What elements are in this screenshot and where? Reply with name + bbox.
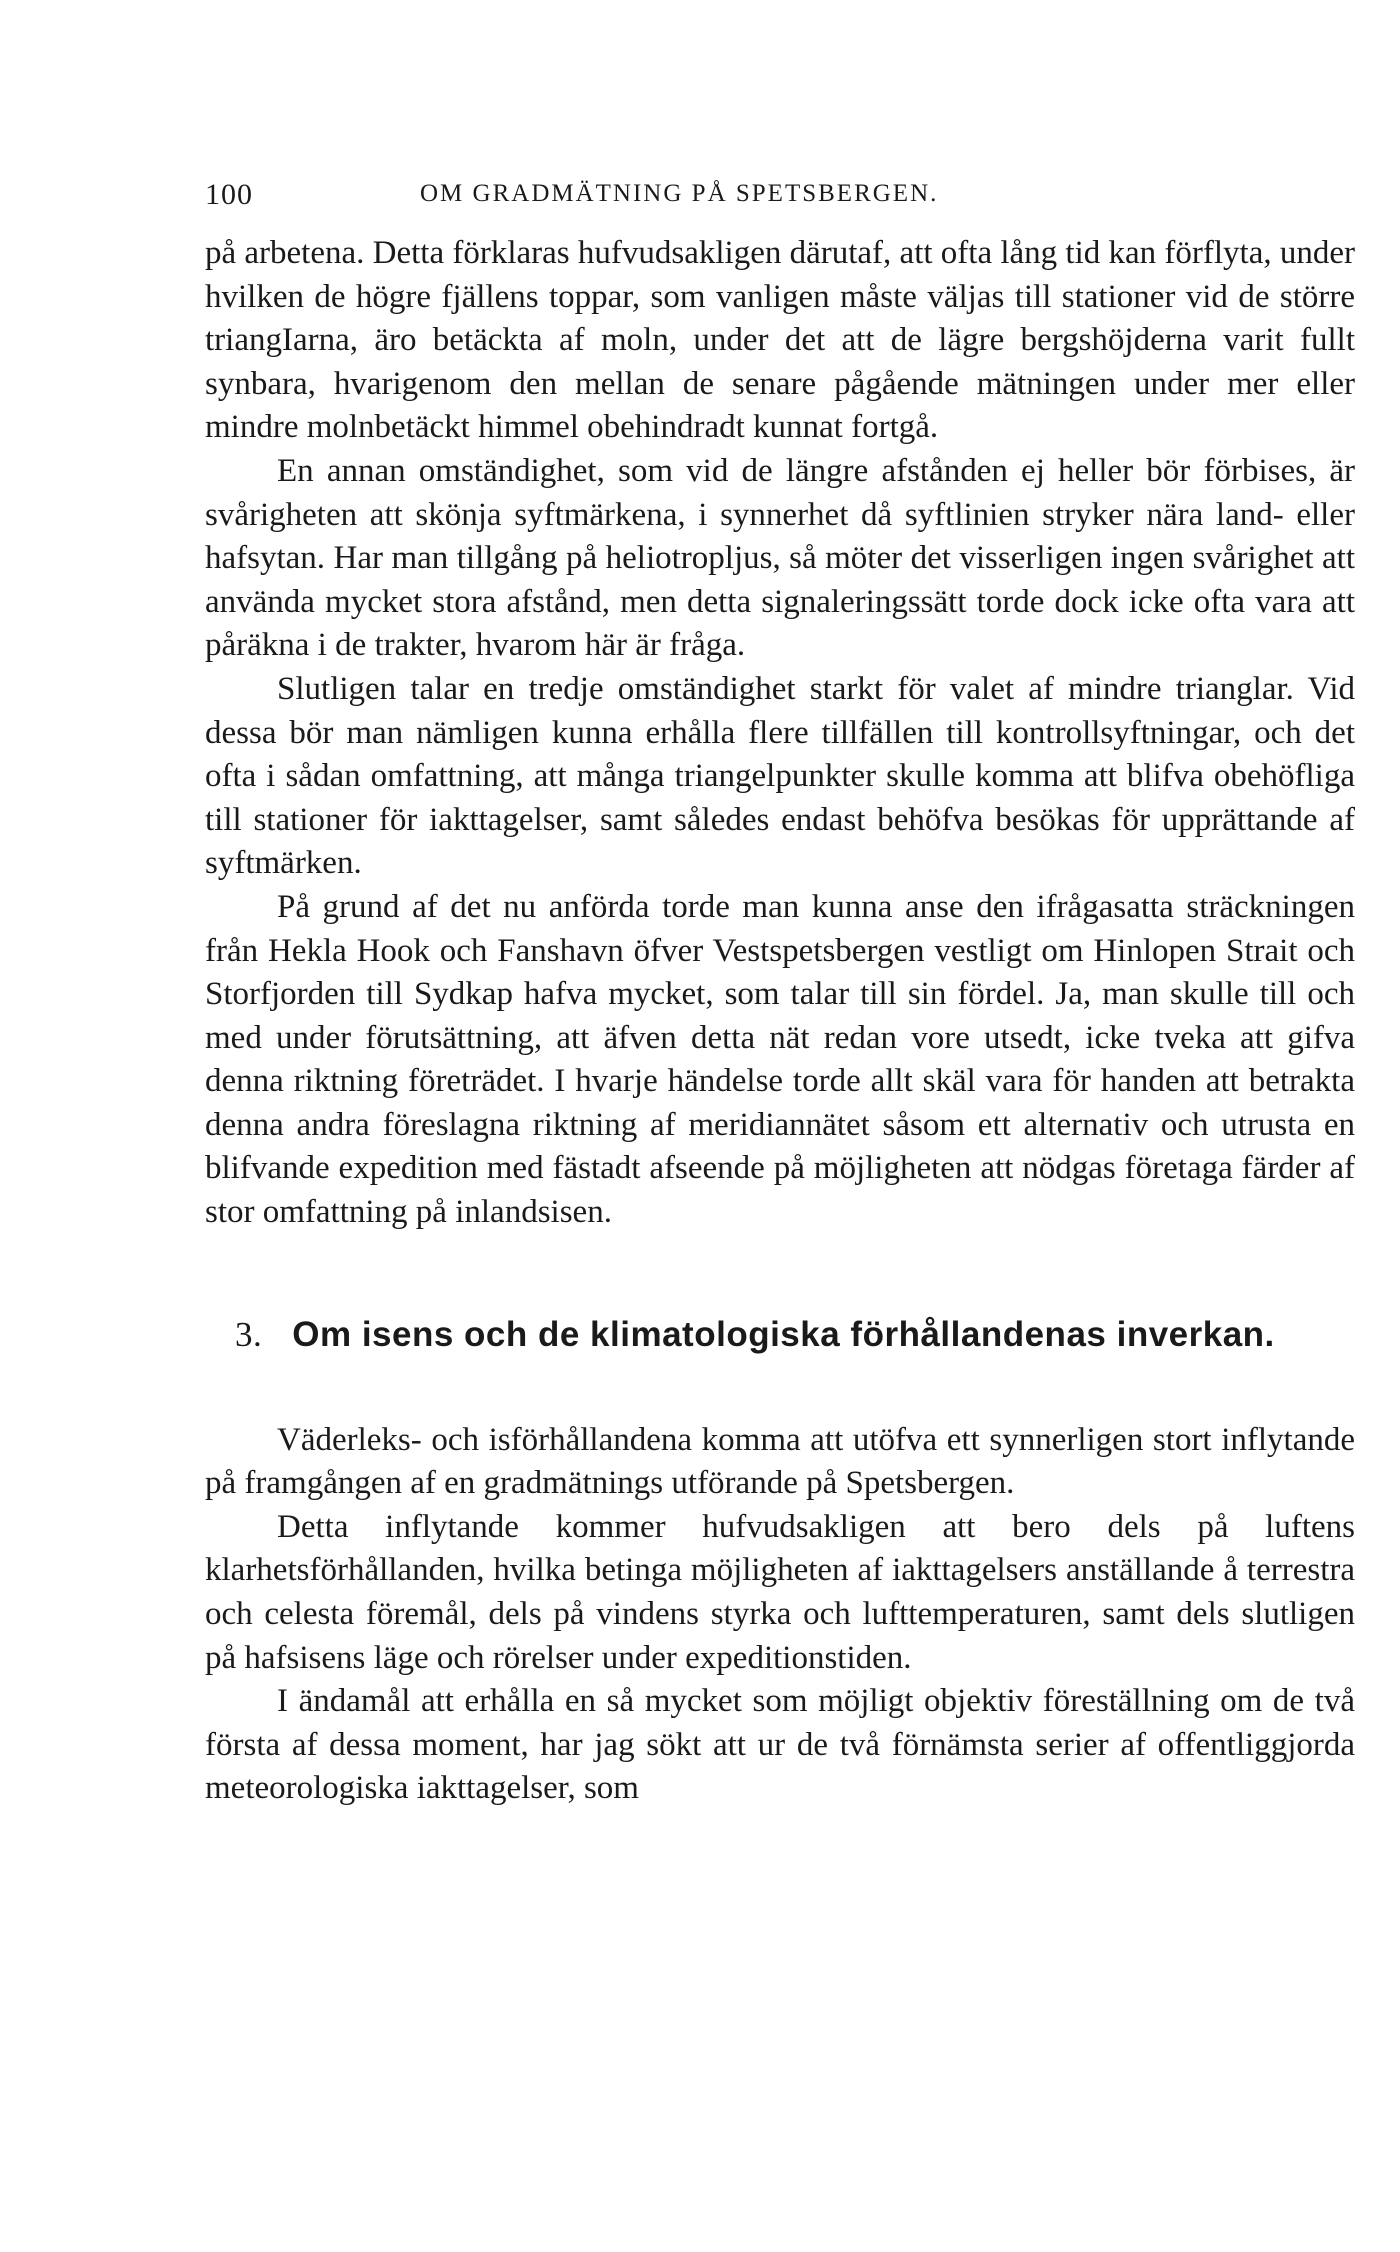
section-number: 3. [235,1314,263,1354]
running-title: OM GRADMÄTNING PÅ SPETSBERGEN. [420,180,939,207]
body-text [205,232,1355,1811]
section-title: Om isens och de klimatologiska förhållandenas inverkan. [292,1314,1275,1354]
paragraph: En annan omständighet, som vid de längre afstånden ej heller bör förbises, är svårigheten att skönja syftmärkena, i synnerhet då syftlinien stryker nära land- eller hafsytan. Har man tillgång på heliotropljus, så möter det visserligen ingen svårighet att använda mycket stora afstånd, men detta signaleringssätt torde dock icke ofta vara att påräkna i de trakter, hvarom här är fråga. [205,452,1355,664]
paragraph: Detta inflytande kommer hufvudsakligen att bero dels på luftens klarhetsförhållanden, hvilka betinga möjligheten af iakttagelsers anställande å terrestra och celesta föremål, dels på vindens styrka och lufttemperaturen, samt dels slutligen på hafsisens läge och rörelser under expeditionstiden. [205,1508,1355,1676]
paragraph: Väderleks- och isförhållandena komma att utöfva ett synnerligen stort inflytande på framgången af en gradmätnings utförande på Spetsbergen. [205,1421,1355,1502]
running-head [205,178,1365,214]
section-heading [235,1313,1355,1357]
paragraph: på arbetena. Detta förklaras hufvudsakligen därutaf, att ofta lång tid kan förflyta, under hvilken de högre fjällens toppar, som vanligen måste väljas till stationer vid de större triangIarna, äro betäckta af moln, under det att de lägre bergshöjderna varit fullt synbara, hvarigenom den mellan de senare pågående mätningen under mer eller mindre molnbetäckt himmel obehindradt kunnat fortgå. [205,235,1355,446]
paragraph: På grund af det nu anförda torde man kunna anse den ifrågasatta sträckningen från Hekla Hook och Fanshavn öfver Vestspetsbergen vestligt om Hinlopen Strait och Storfjorden till Sydkap hafva mycket, som talar till sin fördel. Ja, man skulle till och med under förutsättning, att äfven detta nät redan vore utsedt, icke tveka att gifva denna riktning företrädet. I hvarje händelse torde allt skäl vara för handen att betrakta denna andra föreslagna riktning af meridiannätet såsom ett alternativ och utrusta en blifvande expedition med fästadt afseende på möjligheten att nödgas företaga färder af stor omfattning på inlandsisen. [205,888,1355,1231]
page-number: 100 [205,178,253,211]
paragraph: I ändamål att erhålla en så mycket som möjligt objektiv föreställning om de två första af dessa moment, har jag sökt att ur de två förnämsta serier af offentliggjorda meteorologiska iakttagelser, som [205,1683,1355,1807]
paragraph: Slutligen talar en tredje omständighet starkt för valet af mindre trianglar. Vid dessa bör man nämligen kunna erhålla flere tillfällen till kontrollsyftningar, och det ofta i sådan omfattning, att många triangelpunkter skulle komma att blifva obehöfliga till stationer för iakttagelser, samt således endast behöfva besökas för upprättande af syftmärken. [205,670,1355,882]
